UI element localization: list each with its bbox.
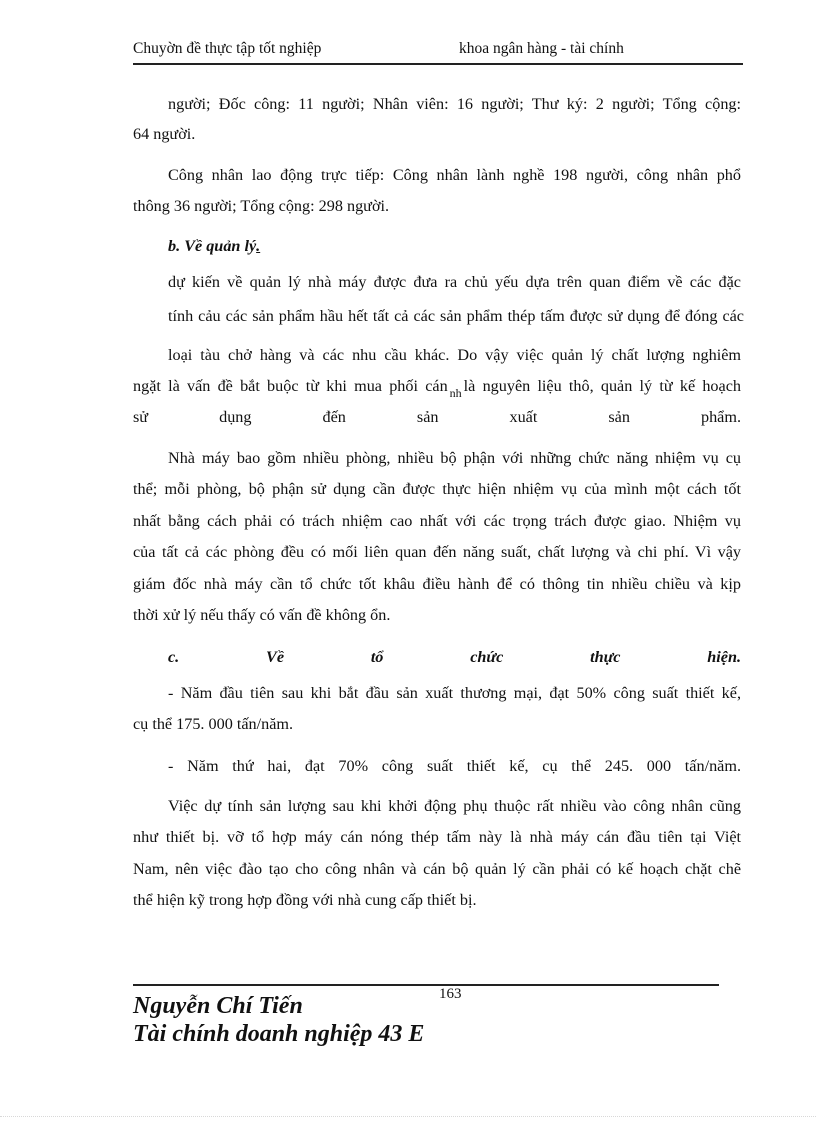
text-line-12: nhất bằng cách phải có trách nhiệm cao nhất với các trọng trách được giao. Nhiệm vụ [133, 512, 741, 530]
text-line-2: 64 người. [133, 125, 196, 143]
page-header [133, 40, 743, 64]
text-line-5: dự kiến về quản lý nhà máy được đưa ra chủ yếu dựa trên quan điểm về các đặc [168, 273, 741, 291]
text-line-13: của tất cả các phòng đều có mối liên quan đến năng suất, chất lượng và chi phí. Vì vậy [133, 543, 741, 561]
text-line-15: thời xử lý nếu thấy có vấn đề không ổn. [133, 606, 391, 624]
text-line-11: thể; mỗi phòng, bộ phận sử dụng cần được thực hiện nhiệm vụ của mình một cách tốt [133, 480, 741, 498]
text-line-8-subscript: nh [449, 386, 462, 400]
section-heading-c: c. Về tổ chức thực hiện. [168, 648, 741, 666]
page-number: 163 [439, 986, 462, 1002]
text-line-8-b: là nguyên liệu thô, quản lý từ kế hoạch [463, 377, 741, 395]
text-line-6: tính cảu các sản phẩm hầu hết tất cả các sản phẩm thép tấm được sử dụng để đóng các [168, 307, 744, 325]
section-heading-b [168, 236, 741, 256]
text-line-22: thể hiện kỹ trong hợp đồng với nhà cung cấp thiết bị. [133, 891, 477, 909]
header-divider [133, 63, 743, 65]
section-heading-b-suffix: . [256, 237, 261, 255]
bottom-dotted-border [0, 1116, 816, 1117]
text-line-10: Nhà máy bao gồm nhiều phòng, nhiều bộ phận với những chức năng nhiệm vụ cụ [168, 449, 741, 467]
text-line-8-a: ngặt là vấn đề bắt buộc từ khi mua phối cán [133, 377, 448, 395]
header-faculty: khoa ngân hàng - tài chính [459, 40, 624, 57]
section-heading-b-text: b. Về quản lý [168, 237, 257, 255]
text-line-4: thông 36 người; Tổng cộng: 298 người. [133, 197, 390, 215]
header-course-title: Chuyờn đề thực tập tốt nghiệp [133, 40, 322, 57]
text-line-19: Việc dự tính sản lượng sau khi khởi động phụ thuộc rất nhiều vào công nhân cũng [168, 797, 741, 815]
footer-department: Tài chính doanh nghiệp 43 E [133, 1021, 425, 1047]
text-line-16: - Năm đầu tiên sau khi bắt đầu sản xuất thương mại, đạt 50% công suất thiết kế, [168, 684, 741, 702]
text-line-8 [133, 376, 741, 400]
text-line-18: - Năm thứ hai, đạt 70% công suất thiết kế, cụ thể 245. 000 tấn/năm. [168, 757, 741, 775]
text-line-1: người; Đốc công: 11 người; Nhân viên: 16 người; Thư ký: 2 người; Tổng cộng: [168, 95, 741, 113]
text-line-14: giám đốc nhà máy cần tổ chức tốt khâu điều hành để có thông tin nhiều chiều và kịp [133, 575, 741, 593]
text-line-7: loại tàu chở hàng và các nhu cầu khác. Do vậy việc quản lý chất lượng nghiêm [168, 346, 741, 364]
footer-divider [133, 984, 719, 986]
text-line-21: Nam, nên việc đào tạo cho công nhân và cán bộ quản lý cần phải có kế hoạch chặt chẽ [133, 860, 741, 878]
text-line-20: như thiết bị. vỡ tổ hợp máy cán nóng thép tấm này là nhà máy cán đầu tiên tại Việt [133, 828, 741, 846]
text-line-9: sử dụng đến sản xuất sản phẩm. [133, 408, 741, 426]
text-line-17: cụ thể 175. 000 tấn/năm. [133, 715, 294, 733]
footer-author: Nguyễn Chí Tiến [133, 993, 303, 1019]
text-line-3: Công nhân lao động trực tiếp: Công nhân lành nghề 198 người, công nhân phổ [168, 166, 741, 184]
